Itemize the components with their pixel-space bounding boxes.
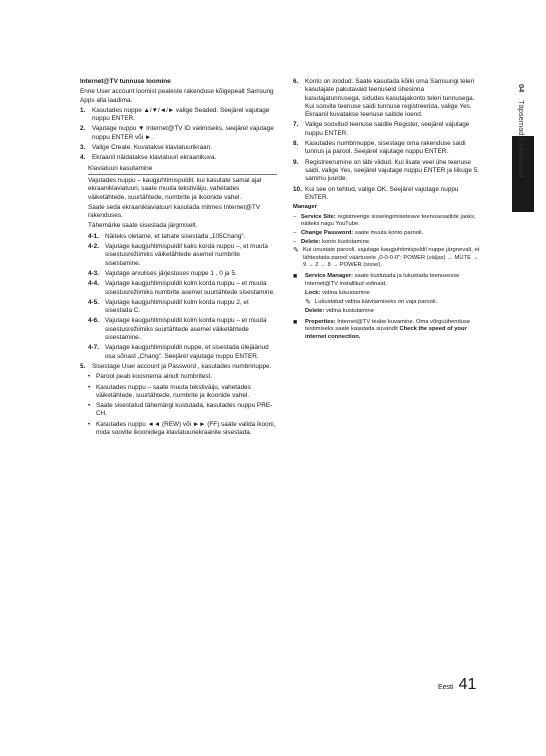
option-label: Change Password: — [301, 229, 354, 236]
step-item — [293, 186, 480, 203]
bullet-dot-icon: • — [88, 373, 91, 381]
step-text: Vajutage arvulises järjestuses nuppe 1 , 0 ja 5. — [105, 269, 237, 277]
step-text: Näiteks oletame, et tahate sisestada „105Chang". — [105, 232, 246, 240]
step-item — [88, 233, 277, 241]
intro-text: Enne User account loomist pealeste rakenduse kõigepealt Samsung Apps alla laadima. — [80, 88, 274, 104]
step-number: 8. — [293, 140, 299, 148]
steps-list — [80, 107, 277, 163]
step-text: Vajutage nuppu ▼ Internet@TV ID valimiseks, seejärel vajutage nuppu ENTER või ►. — [92, 125, 274, 141]
left-column — [80, 78, 277, 439]
step-item — [80, 125, 277, 142]
step-number: 1. — [80, 106, 86, 114]
lock-note-text: Lukustatud vidina käivitamiseks on vaja parooli. — [315, 298, 438, 305]
bullet-item — [88, 402, 277, 419]
square-bullet-icon: ■ — [293, 318, 298, 326]
step-text: Registreerumine on läbi viidud. Kui lisate veel ühe teenuse saidi, valige Yes, seejärel vajutage nuppu ENTER ja liikuge 5. sammu juurde. — [305, 158, 480, 183]
lock-note — [305, 299, 480, 307]
step-number: 4-6. — [88, 317, 100, 325]
properties-text: Internet@TV teabe kuvamine. Oma võrguühenduse testimiseks saate kasutada suvandit — [305, 318, 471, 333]
step-text: Vajutage kaugjuhtimispuldil nuppe, et sisestada ülejäänud osa sõnast „Chang". Seejärel vajutage nuppu ENTER. — [105, 344, 269, 360]
step-text: Kasutades nuppe ▲/▼/◄/► valige Seaded. Seejärel vajutage nuppu ENTER. — [92, 106, 270, 123]
lock-text: vidina lukustamine — [322, 290, 370, 297]
step-text: Kasutades numbrinuppe, sisestage oma rakenduse saidi tunnus ja parool. Seejärel vajutage nuppu ENTER. — [305, 140, 466, 156]
keyboard-paragraph-2: Saate seda ekraaniklaviatuuri kasutada mitmes Internet@TV rakenduses. — [88, 203, 261, 220]
step-number: 6. — [293, 78, 299, 85]
step-number: 5. — [80, 362, 86, 370]
step-text: Vajutage kaugjuhtimispuldil kolm korda nuppu – et muuta sisestusrežiimiks numbrite asemel suurtähtede sisestamine. — [105, 280, 275, 296]
manager-option — [293, 230, 480, 238]
chapter-number: 04 — [517, 84, 526, 93]
step-item — [80, 144, 277, 152]
bullet-dot-icon: • — [88, 420, 91, 428]
step-number: 10. — [293, 185, 302, 193]
keyboard-heading: Klaviatuuri kasutamine — [88, 164, 153, 172]
substeps-list — [88, 233, 277, 361]
footer-language: Eesti — [438, 684, 454, 691]
manager-list — [293, 214, 480, 246]
right-column — [293, 78, 480, 344]
step-text: Valige Create. Kuvatakse klaviatuurikraan. — [92, 144, 212, 152]
step-number: 3. — [80, 144, 86, 152]
step-item — [80, 154, 277, 162]
step-number: 4-2. — [88, 243, 100, 251]
bullet-text: Kasutades nuppu ◄◄ (REW) või ►► (FF) saate valida ikooni, mida soovite ikoonidega klaviatuuriekraanile sisestada. — [96, 420, 276, 436]
note-text: Kui unustate parooli, vajutage kaugjuhtimispuldil nuppe järgnevalt, et lähtestada parool väärtusele „0-0-0-0": POWER (väljas) → MUTE → 9 → 2 → 8 → POWER (sisse). — [303, 247, 480, 269]
bullet-text: Parool peab koosnema ainult numbritest. — [96, 373, 213, 381]
step-item — [88, 243, 277, 268]
step-item — [88, 317, 277, 342]
step-text: Kui see on tehtud, valige OK. Seejärel vajutage nuppu ENTER. — [305, 185, 459, 201]
step-number: 4-3. — [88, 269, 100, 277]
lock-item — [305, 290, 480, 298]
password-bullets — [88, 373, 277, 437]
step-item — [293, 78, 480, 119]
step-text: Valige soovitud teenuse saidile Register, seejärel vajutage nuppu ENTER. — [305, 121, 470, 137]
step-text: Vajutage kaugjuhtimispuldil kaks korda nuppu –, et muuta sisestusrežiimiks väiketähtede asemel numbrite sisestamine. — [105, 243, 268, 267]
bullet-text: Kasutades nuppu – saate muuta tekstiväiju, vahetades väiketähtede, suurtähtede, numbrite ja ikoonide vahel. — [96, 383, 251, 399]
chapter-label — [517, 84, 526, 178]
chapter-title: Täpsemad funktsioonid — [517, 100, 526, 178]
step-item — [88, 280, 277, 297]
keyboard-divider — [88, 174, 277, 175]
manager-option — [293, 214, 480, 229]
step-text: Ekraanil näidatakse klaviatuuri ekraanikuva. — [92, 154, 217, 162]
manager-heading: Manager — [293, 204, 317, 211]
step-number: 4-5. — [88, 298, 100, 306]
step-item — [88, 344, 277, 361]
keyboard-paragraph-3: Tähemärke saate sisestada järgmiselt. — [88, 222, 198, 230]
delete-widget-label: Delete: — [305, 308, 325, 315]
properties-label: Properties: — [305, 318, 336, 325]
note-pencil-icon: ✎ — [293, 247, 299, 255]
service-manager-label: Service Manager: — [305, 272, 354, 279]
step-number: 2. — [80, 125, 86, 133]
option-label: Service Site: — [301, 213, 336, 220]
page-number: 41 — [458, 676, 477, 693]
option-text: saate muuta konto parooli. — [354, 229, 424, 236]
bullet-item — [88, 373, 277, 381]
step-item — [293, 121, 480, 138]
delete-widget-text: vidina kustutamine — [325, 308, 374, 315]
steps-list-continued — [293, 78, 480, 202]
step-text: Vajutage kaugjuhtimispuldil kolm korda nuppu – et muuta sisestusrežiimiks suurtähtede asemel väiketähtede sisestamine. — [105, 317, 267, 342]
bullet-item — [88, 384, 277, 401]
step-item — [88, 270, 277, 278]
keyboard-paragraph-1: Vajutades nuppu – kaugjuhtimispuldil, kui kasutate samal ajal ekraaniklaviatuuri, saate muuta tekstiväiju, vahetades väiketähtede, suurtähtede, numbrite ja ikoonide vahel. — [88, 176, 262, 201]
step-5 — [80, 363, 277, 371]
step-number: 9. — [293, 158, 299, 166]
step-item — [293, 140, 480, 157]
note-pencil-icon: ✎ — [305, 298, 311, 306]
step-item — [293, 159, 480, 184]
step-number: 4-4. — [88, 280, 100, 288]
step-number: 4-1. — [88, 232, 100, 240]
step-text: Vajutage kaugjuhtimispuldil kolm korda nuppu 2, et sisestada C. — [105, 298, 249, 315]
bullet-dot-icon: • — [88, 383, 91, 391]
section-heading: Internet@TV tunnuse loomine — [80, 78, 171, 85]
lock-label: Lock: — [305, 290, 321, 297]
bullet-text: Saate sisestatud tähemärgi kustutada, kasutades nuppu PRE-CH. — [96, 402, 273, 418]
step-item — [88, 299, 277, 316]
option-label: Delete: — [301, 238, 321, 245]
bullet-item — [88, 421, 277, 438]
dash-mark: – — [293, 229, 297, 236]
service-manager-item — [293, 273, 480, 288]
step-text: Konto on loodud. Saate kasutada kõiki oma Samsungi teleri kasutajate pakutavaid teenuseid ühesinna kasutajatunnusega, sidudes kasutajakonto teleri tunnusega. Kui soovite teenuse saidi tunnuse registreerida, valige Yes. Ekraanil kuvatakse teenuse saitide loend. — [305, 78, 475, 119]
delete-widget-item — [305, 308, 480, 316]
step-item — [80, 107, 277, 124]
dash-mark: – — [293, 238, 297, 245]
dash-mark: – — [293, 213, 297, 220]
properties-item — [293, 319, 480, 342]
step-number: 7. — [293, 121, 299, 129]
password-note — [293, 247, 480, 270]
step-number: 4. — [80, 154, 86, 162]
option-text: registreerige sisselogimiseteave teenusesaitide jaoks, näiteks nagu YouTube. — [301, 213, 476, 228]
step-text: Sisestage User account ja Password , kasutades numbrinuppe. — [92, 362, 272, 370]
page-footer — [438, 676, 476, 694]
bullet-dot-icon: • — [88, 402, 91, 410]
properties-bold-text: Check the speed of your internet connection. — [305, 326, 467, 341]
option-text: konto kustutamine. — [321, 238, 371, 245]
step-number: 4-7. — [88, 344, 100, 352]
service-manager-text: saate kustutada ja lukustada teenusesse Internet@TV installitud vidinaid. — [305, 272, 460, 287]
manager-option — [293, 239, 480, 247]
keyboard-block — [88, 165, 277, 361]
square-bullet-icon: ■ — [293, 272, 298, 280]
